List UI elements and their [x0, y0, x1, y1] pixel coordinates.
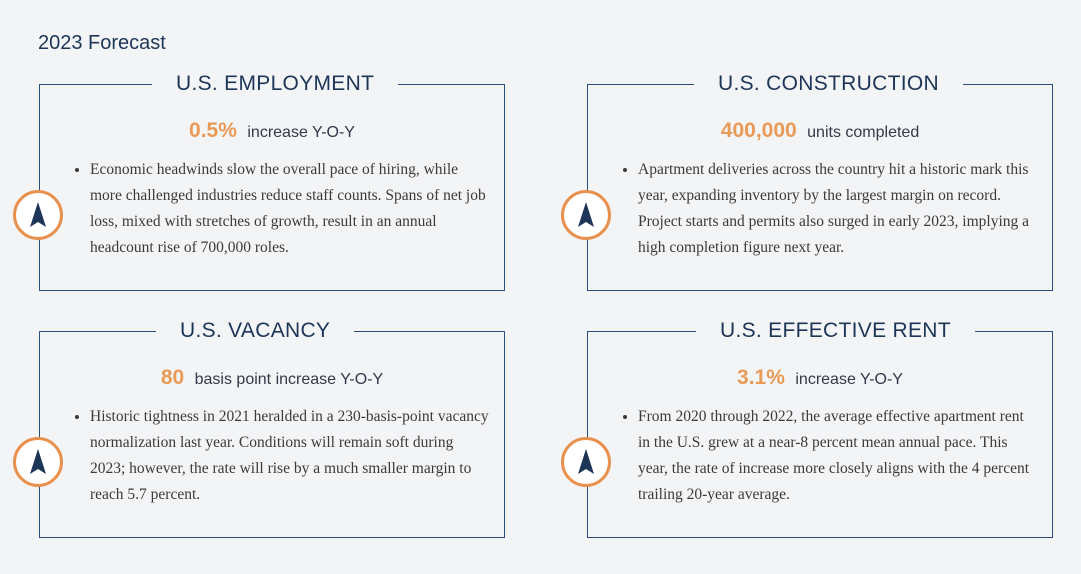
page-title: 2023 Forecast	[38, 32, 166, 54]
panel-title: U.S. VACANCY	[156, 318, 354, 344]
bullet-text: • Apartment deliveries across the country hit a historic mark this year, expanding inventory by the largest margin on record. Project starts and permits also surged in early 2023, implying a high completion figure next year.	[638, 157, 1038, 261]
north-arrow-badge	[13, 190, 63, 240]
bullet-list	[72, 157, 490, 261]
construction-panel	[587, 72, 1053, 291]
stat-line	[40, 119, 504, 143]
north-arrow-badge	[561, 190, 611, 240]
bullet-text: • Historic tightness in 2021 heralded in a 230-basis-point vacancy normalization last year. Conditions will remain soft during 2023; however, the rate will rise by a much smaller margin to reach 5.7 percent.	[90, 404, 490, 508]
stat-line	[588, 366, 1052, 390]
bullet-text: • Economic headwinds slow the overall pace of hiring, while more challenged industries reduce staff counts. Spans of net job loss, mixed with stretches of growth, result in an annual headcount rise of 700,000 roles.	[90, 157, 490, 261]
panel-title: U.S. EFFECTIVE RENT	[696, 318, 975, 344]
stat-line	[588, 119, 1052, 143]
stat-label: increase Y-O-Y	[247, 124, 355, 141]
north-arrow-icon	[16, 440, 60, 484]
stat-label: increase Y-O-Y	[795, 371, 903, 388]
effective-rent-panel	[587, 319, 1053, 538]
north-arrow-badge	[561, 437, 611, 487]
stat-label: units completed	[807, 124, 920, 141]
north-arrow-badge	[13, 437, 63, 487]
stat-value: 80	[160, 366, 185, 389]
stat-value: 3.1%	[737, 366, 785, 389]
stat-value: 400,000	[720, 119, 797, 142]
bullet-list	[72, 404, 490, 508]
north-arrow-icon	[16, 193, 60, 237]
employment-panel	[39, 72, 505, 291]
stat-label: basis point increase Y-O-Y	[194, 371, 384, 388]
north-arrow-icon	[564, 193, 608, 237]
vacancy-panel	[39, 319, 505, 538]
stat-value: 0.5%	[189, 119, 237, 142]
bullet-text: • From 2020 through 2022, the average effective apartment rent in the U.S. grew at a near-8 percent mean annual pace. This year, the rate of increase more closely aligns with the 4 percent trailing 20-year average.	[638, 404, 1038, 508]
panel-title: U.S. EMPLOYMENT	[152, 71, 398, 97]
panel-title: U.S. CONSTRUCTION	[694, 71, 963, 97]
bullet-list	[620, 404, 1038, 508]
bullet-list	[620, 157, 1038, 261]
north-arrow-icon	[564, 440, 608, 484]
stat-line	[40, 366, 504, 390]
